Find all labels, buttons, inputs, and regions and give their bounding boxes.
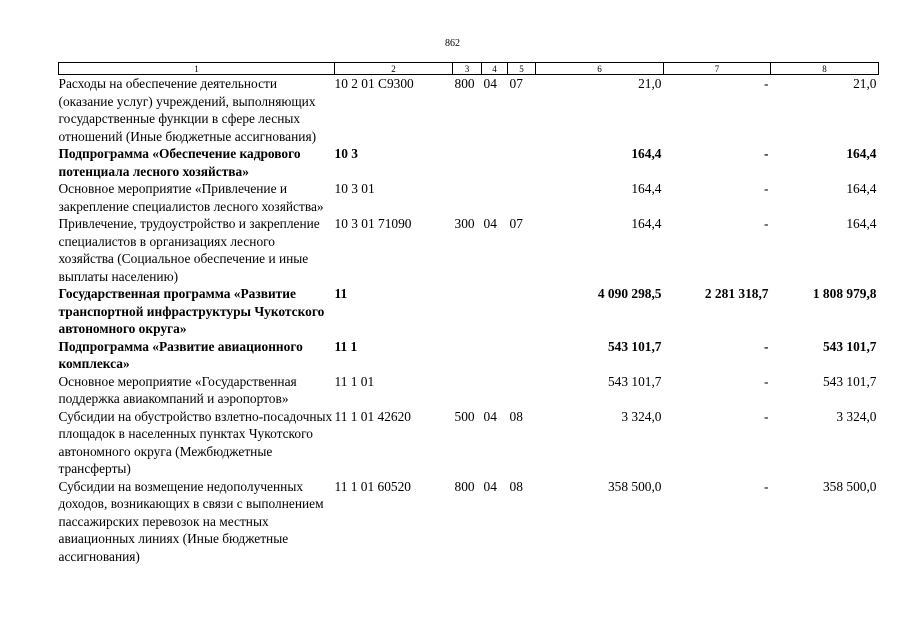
budget-table xyxy=(58,62,879,565)
row-col-3: 800 xyxy=(454,76,475,91)
table-row xyxy=(59,285,879,338)
row-col-5 xyxy=(508,180,536,215)
row-name: Субсидии на обустройство взлетно-посадочных площадок в населенных пунктах Чукотского автономного округа (Межбюджетные трансферты) xyxy=(58,408,333,476)
row-col-8: 543 101,7 xyxy=(822,338,877,354)
row-col-8: 164,4 xyxy=(846,181,877,196)
row-col-7: - xyxy=(764,181,769,196)
row-col-5 xyxy=(508,145,536,180)
row-col-4 xyxy=(482,285,508,338)
row-col-7: - xyxy=(764,478,769,494)
table-header xyxy=(59,63,879,75)
row-col-6: 543 101,7 xyxy=(607,373,662,389)
row-col-5: 07 xyxy=(509,216,523,231)
row-col-7: 2 281 318,7 xyxy=(704,286,769,301)
row-col-7: - xyxy=(764,338,769,354)
row-name: Расходы на обеспечение деятельности (оказание услуг) учреждений, выполняющих государственные функции в сфере лесных отношений (Иные бюджетные ассигнования) xyxy=(58,76,317,144)
header-col-1: 1 xyxy=(59,63,335,75)
table-row xyxy=(59,145,879,180)
header-col-5: 5 xyxy=(508,63,536,75)
row-col-8: 164,4 xyxy=(846,216,877,231)
table-row xyxy=(59,215,879,285)
row-col-4 xyxy=(482,145,508,180)
row-col-4: 04 xyxy=(483,216,497,231)
table-row xyxy=(59,75,879,146)
row-col-5: 07 xyxy=(509,76,523,91)
row-name: Привлечение, трудоустройство и закрепление специалистов в организациях лесного хозяйства (Социальное обеспечение и иные выплаты населению) xyxy=(58,216,320,284)
row-col-7: - xyxy=(764,373,769,389)
row-col-3 xyxy=(453,145,482,180)
table-row xyxy=(59,338,879,373)
row-col-7: - xyxy=(764,408,769,424)
table-row xyxy=(59,373,879,408)
table-row xyxy=(59,478,879,566)
row-col-6: 4 090 298,5 xyxy=(597,286,662,301)
row-col-7: - xyxy=(764,76,769,91)
row-col-6: 164,4 xyxy=(631,146,662,161)
row-col-8: 543 101,7 xyxy=(822,373,877,389)
row-code: 11 1 01 42620 xyxy=(334,408,411,424)
row-col-8: 3 324,0 xyxy=(836,408,877,424)
row-name: Основное мероприятие «Государственная поддержка авиакомпаний и аэропортов» xyxy=(58,373,297,406)
row-col-7: - xyxy=(764,146,769,161)
header-col-2: 2 xyxy=(335,63,453,75)
row-col-3 xyxy=(453,373,482,408)
row-code: 10 3 xyxy=(334,146,358,161)
row-col-4 xyxy=(482,180,508,215)
row-code: 10 2 01 С9300 xyxy=(334,76,414,91)
row-col-4: 04 xyxy=(483,76,497,91)
row-code: 11 1 01 60520 xyxy=(334,478,411,494)
row-col-8: 1 808 979,8 xyxy=(812,286,877,301)
row-col-6: 543 101,7 xyxy=(607,338,662,354)
row-col-3 xyxy=(453,180,482,215)
page-number: 862 xyxy=(445,38,460,49)
row-name: Подпрограмма «Развитие авиационного комплекса» xyxy=(58,338,303,371)
row-col-5: 08 xyxy=(509,408,523,424)
table-body xyxy=(59,75,879,566)
row-col-6: 3 324,0 xyxy=(621,408,662,424)
row-name: Подпрограмма «Обеспечение кадрового потенциала лесного хозяйства» xyxy=(58,146,301,179)
row-col-6: 164,4 xyxy=(631,216,662,231)
row-col-3 xyxy=(453,285,482,338)
header-col-6: 6 xyxy=(536,63,664,75)
header-col-8: 8 xyxy=(771,63,879,75)
row-code: 11 xyxy=(334,286,348,301)
header-col-3: 3 xyxy=(453,63,482,75)
row-col-5: 08 xyxy=(509,478,523,494)
row-col-8: 358 500,0 xyxy=(822,478,877,494)
row-code: 11 1 xyxy=(334,338,358,354)
row-col-4: 04 xyxy=(483,478,497,494)
row-col-6: 164,4 xyxy=(631,181,662,196)
header-col-4: 4 xyxy=(482,63,508,75)
row-col-5 xyxy=(508,285,536,338)
row-code: 11 1 01 xyxy=(334,373,375,389)
row-col-5 xyxy=(508,338,536,373)
row-name: Основное мероприятие «Привлечение и закрепление специалистов лесного хозяйства» xyxy=(58,181,324,214)
row-name: Субсидии на возмещение недополученных доходов, возникающих в связи с выполнением пассажирских перевозок на местных авиационных линиях (Иные бюджетные ассигнования) xyxy=(58,478,324,564)
row-code: 10 3 01 71090 xyxy=(334,216,412,231)
table-row xyxy=(59,180,879,215)
row-col-6: 358 500,0 xyxy=(607,478,662,494)
row-col-5 xyxy=(508,373,536,408)
row-name: Государственная программа «Развитие транспортной инфраструктуры Чукотского автономного округа» xyxy=(58,286,325,336)
header-col-7: 7 xyxy=(664,63,771,75)
row-col-7: - xyxy=(764,216,769,231)
row-col-4 xyxy=(482,373,508,408)
row-col-3: 800 xyxy=(454,478,475,494)
row-col-3: 500 xyxy=(454,408,475,424)
row-col-6: 21,0 xyxy=(638,76,662,91)
row-col-8: 21,0 xyxy=(853,76,877,91)
row-col-3 xyxy=(453,338,482,373)
table-row xyxy=(59,408,879,478)
row-col-4 xyxy=(482,338,508,373)
row-code: 10 3 01 xyxy=(334,181,375,196)
row-col-3: 300 xyxy=(454,216,475,231)
row-col-8: 164,4 xyxy=(846,146,877,161)
row-col-4: 04 xyxy=(483,408,497,424)
